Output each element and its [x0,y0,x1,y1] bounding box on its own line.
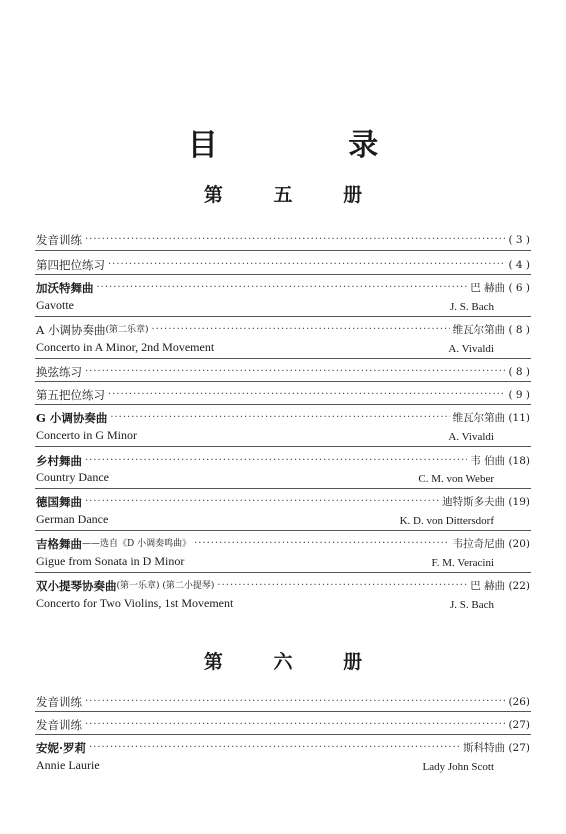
entry-english-title: Gavotte [36,298,74,312]
list-item [36,714,530,732]
entry-english-composer: J. S. Bach [450,599,494,611]
divider [35,488,531,489]
list-item [36,229,530,247]
dot-leader [97,281,468,295]
list-item [36,450,530,468]
list-item [36,361,530,379]
dot-leader [85,454,467,468]
english-entry [36,511,530,527]
entry-english-composer: A. Vivaldi [448,431,494,443]
entry-title: 安妮·罗莉 [36,741,87,755]
dot-leader [194,537,450,551]
entry-english-title: Gigue from Sonata in D Minor [36,554,185,568]
entry-page: ( 3 ) [508,234,530,246]
entry-composer-page: 斯科特曲 (27) [463,742,530,754]
volume-6-heading: 第 六 册 [203,651,385,673]
entry-subtitle: (第一乐章) (第二小提琴) [116,581,215,591]
english-entry [36,427,530,443]
divider [35,530,531,531]
divider [35,446,531,447]
entry-title: A 小调协奏曲 [36,323,106,337]
entry-page: ( 9 ) [508,389,530,401]
list-item [36,254,530,272]
volume-5-heading: 第 五 册 [203,184,385,206]
divider [35,274,531,275]
entry-page: (27) [508,719,530,731]
entry-title: 乡村舞曲 [36,454,82,468]
dot-leader [85,495,439,509]
dot-leader [85,233,505,247]
list-item [36,319,530,337]
entry-english-title: Annie Laurie [36,758,100,772]
entry-composer-page: 巴 赫曲 (22) [470,580,530,592]
english-entry [36,339,530,355]
entry-composer-page: 韦拉奇尼曲 (20) [452,538,530,550]
divider [35,734,531,735]
divider [35,404,531,405]
divider [35,711,531,712]
entry-title: 发音训练 [36,695,82,709]
english-entry [36,553,530,569]
entry-page: ( 4 ) [508,259,530,271]
dot-leader [108,388,505,402]
dot-leader [217,579,467,593]
entry-english-title: Concerto in G Minor [36,428,137,442]
entry-english-composer: C. M. von Weber [418,473,494,485]
entry-english-composer: F. M. Veracini [431,557,494,569]
entry-subtitle: (第二乐章) [105,325,149,335]
english-entry [36,595,530,611]
entry-english-composer: A. Vivaldi [448,343,494,355]
list-item [36,533,530,551]
entry-english-title: Concerto in A Minor, 2nd Movement [36,340,215,354]
entry-page: (26) [508,696,530,708]
entry-title: 双小提琴协奏曲 [36,579,117,593]
entry-title: 加沃特舞曲 [36,281,94,295]
entry-english-title: Country Dance [36,470,109,484]
list-item [36,575,530,593]
entry-composer-page: 巴 赫曲 ( 6 ) [470,282,530,294]
english-entry [36,469,530,485]
entry-composer-page: 韦 伯曲 (18) [470,455,530,467]
page-title: 目 录 [187,128,439,163]
divider [35,316,531,317]
divider [35,572,531,573]
english-entry [36,757,530,773]
dot-leader [108,258,505,272]
entry-title: 第五把位练习 [36,388,105,402]
entry-english-composer: J. S. Bach [450,301,494,313]
entry-title: 发音训练 [36,718,82,732]
english-entry [36,297,530,313]
list-item [36,737,530,755]
dot-leader [85,365,505,379]
divider [35,358,531,359]
entry-page: ( 8 ) [508,366,530,378]
entry-composer-page: 迪特斯多夫曲 (19) [442,496,530,508]
entry-composer-page: 维瓦尔第曲 ( 8 ) [452,324,530,336]
divider [35,381,531,382]
dot-leader [110,411,449,425]
entry-english-title: German Dance [36,512,109,526]
entry-title: 第四把位练习 [36,258,105,272]
list-item [36,407,530,425]
list-item [36,277,530,295]
entry-title: 发音训练 [36,233,82,247]
entry-english-composer: K. D. von Dittersdorf [399,515,494,527]
dot-leader [85,718,505,732]
entry-title: 换弦练习 [36,365,82,379]
list-item [36,384,530,402]
entry-english-title: Concerto for Two Violins, 1st Movement [36,596,234,610]
list-item [36,691,530,709]
dot-leader [85,695,505,709]
entry-title: 德国舞曲 [36,495,82,509]
entry-title: 吉格舞曲 [36,537,82,551]
dot-leader [89,741,460,755]
entry-english-composer: Lady John Scott [422,761,494,773]
entry-title: G 小调协奏曲 [36,411,108,425]
dot-leader [152,323,450,337]
entry-subtitle: ——选自《D 小调奏鸣曲》 [82,539,192,549]
entry-composer-page: 维瓦尔第曲 (11) [452,412,530,424]
divider [35,250,531,251]
list-item [36,491,530,509]
